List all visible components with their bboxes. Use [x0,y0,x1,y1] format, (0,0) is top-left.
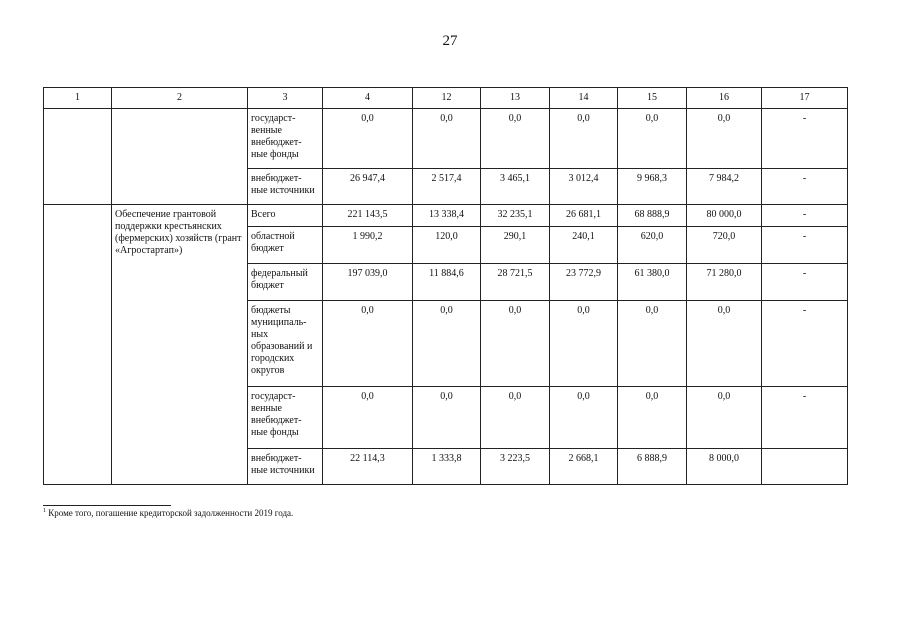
col17-cell: - [762,109,848,169]
value-cell: 0,0 [481,387,550,449]
value-cell: 26 947,4 [323,169,413,205]
value-cell: 221 143,5 [323,205,413,227]
value-cell: 0,0 [413,109,481,169]
value-cell: 8 000,0 [687,449,762,485]
value-cell: 3 223,5 [481,449,550,485]
value-cell: 3 012,4 [550,169,618,205]
value-cell: 9 968,3 [618,169,687,205]
funding-source-cell: областной бюджет [248,227,323,264]
value-cell: 0,0 [550,387,618,449]
page-number: 27 [442,33,458,49]
footnote-text: Кроме того, погашение кредиторской задолженности 2019 года. [48,508,294,518]
value-cell: 0,0 [687,387,762,449]
value-cell: 22 114,3 [323,449,413,485]
value-cell: 720,0 [687,227,762,264]
value-cell: 68 888,9 [618,205,687,227]
col17-cell: - [762,301,848,387]
col17-cell: - [762,227,848,264]
col17-cell: - [762,205,848,227]
value-cell: 28 721,5 [481,264,550,301]
value-cell: 0,0 [618,301,687,387]
footnote [43,508,293,518]
value-cell: 0,0 [413,301,481,387]
header-row [44,88,848,109]
value-cell: 3 465,1 [481,169,550,205]
value-cell: 80 000,0 [687,205,762,227]
value-cell: 1 333,8 [413,449,481,485]
value-cell: 0,0 [481,301,550,387]
footnote-marker: 1 [43,508,46,514]
value-cell: 0,0 [687,301,762,387]
header-cell: 12 [413,88,481,109]
value-cell: 0,0 [413,387,481,449]
value-cell: 0,0 [618,109,687,169]
value-cell: 13 338,4 [413,205,481,227]
value-cell: 71 280,0 [687,264,762,301]
value-cell: 61 380,0 [618,264,687,301]
funding-source-cell: внебюджет- ные источники [248,169,323,205]
value-cell: 0,0 [323,109,413,169]
value-cell: 0,0 [550,301,618,387]
value-cell: 620,0 [618,227,687,264]
table-row [44,205,848,227]
funding-source-cell: государст- венные внебюджет- ные фонды [248,109,323,169]
value-cell: 11 884,6 [413,264,481,301]
header-cell: 3 [248,88,323,109]
value-cell: 23 772,9 [550,264,618,301]
header-cell: 16 [687,88,762,109]
funding-source-cell: государст- венные внебюджет- ные фонды [248,387,323,449]
value-cell: 0,0 [323,301,413,387]
funding-source-cell: Всего [248,205,323,227]
budget-table [43,87,848,485]
funding-source-cell: внебюджет- ные источники [248,449,323,485]
col1-cell [44,109,112,205]
value-cell: 32 235,1 [481,205,550,227]
value-cell: 120,0 [413,227,481,264]
col17-cell: - [762,387,848,449]
value-cell: 6 888,9 [618,449,687,485]
funding-source-cell: федеральный бюджет [248,264,323,301]
funding-source-cell: бюджеты муниципаль- ных образований и городских округов [248,301,323,387]
value-cell: 2 517,4 [413,169,481,205]
value-cell: 0,0 [618,387,687,449]
value-cell: 0,0 [481,109,550,169]
header-cell: 4 [323,88,413,109]
footnote-divider [43,505,171,506]
value-cell: 240,1 [550,227,618,264]
header-cell: 2 [112,88,248,109]
value-cell: 7 984,2 [687,169,762,205]
col17-cell [762,449,848,485]
table-row [44,109,848,169]
header-cell: 14 [550,88,618,109]
header-cell: 1 [44,88,112,109]
value-cell: 0,0 [550,109,618,169]
col17-cell: - [762,264,848,301]
value-cell: 0,0 [687,109,762,169]
header-cell: 13 [481,88,550,109]
value-cell: 290,1 [481,227,550,264]
value-cell: 2 668,1 [550,449,618,485]
direction-cell: Обеспечение грантовой поддержки крестьянских (фермерских) хозяйств (грант «Агростартап») [112,205,248,485]
value-cell: 0,0 [323,387,413,449]
direction-cell [112,109,248,205]
value-cell: 197 039,0 [323,264,413,301]
col17-cell: - [762,169,848,205]
value-cell: 1 990,2 [323,227,413,264]
header-cell: 17 [762,88,848,109]
header-cell: 15 [618,88,687,109]
col1-cell [44,205,112,485]
value-cell: 26 681,1 [550,205,618,227]
